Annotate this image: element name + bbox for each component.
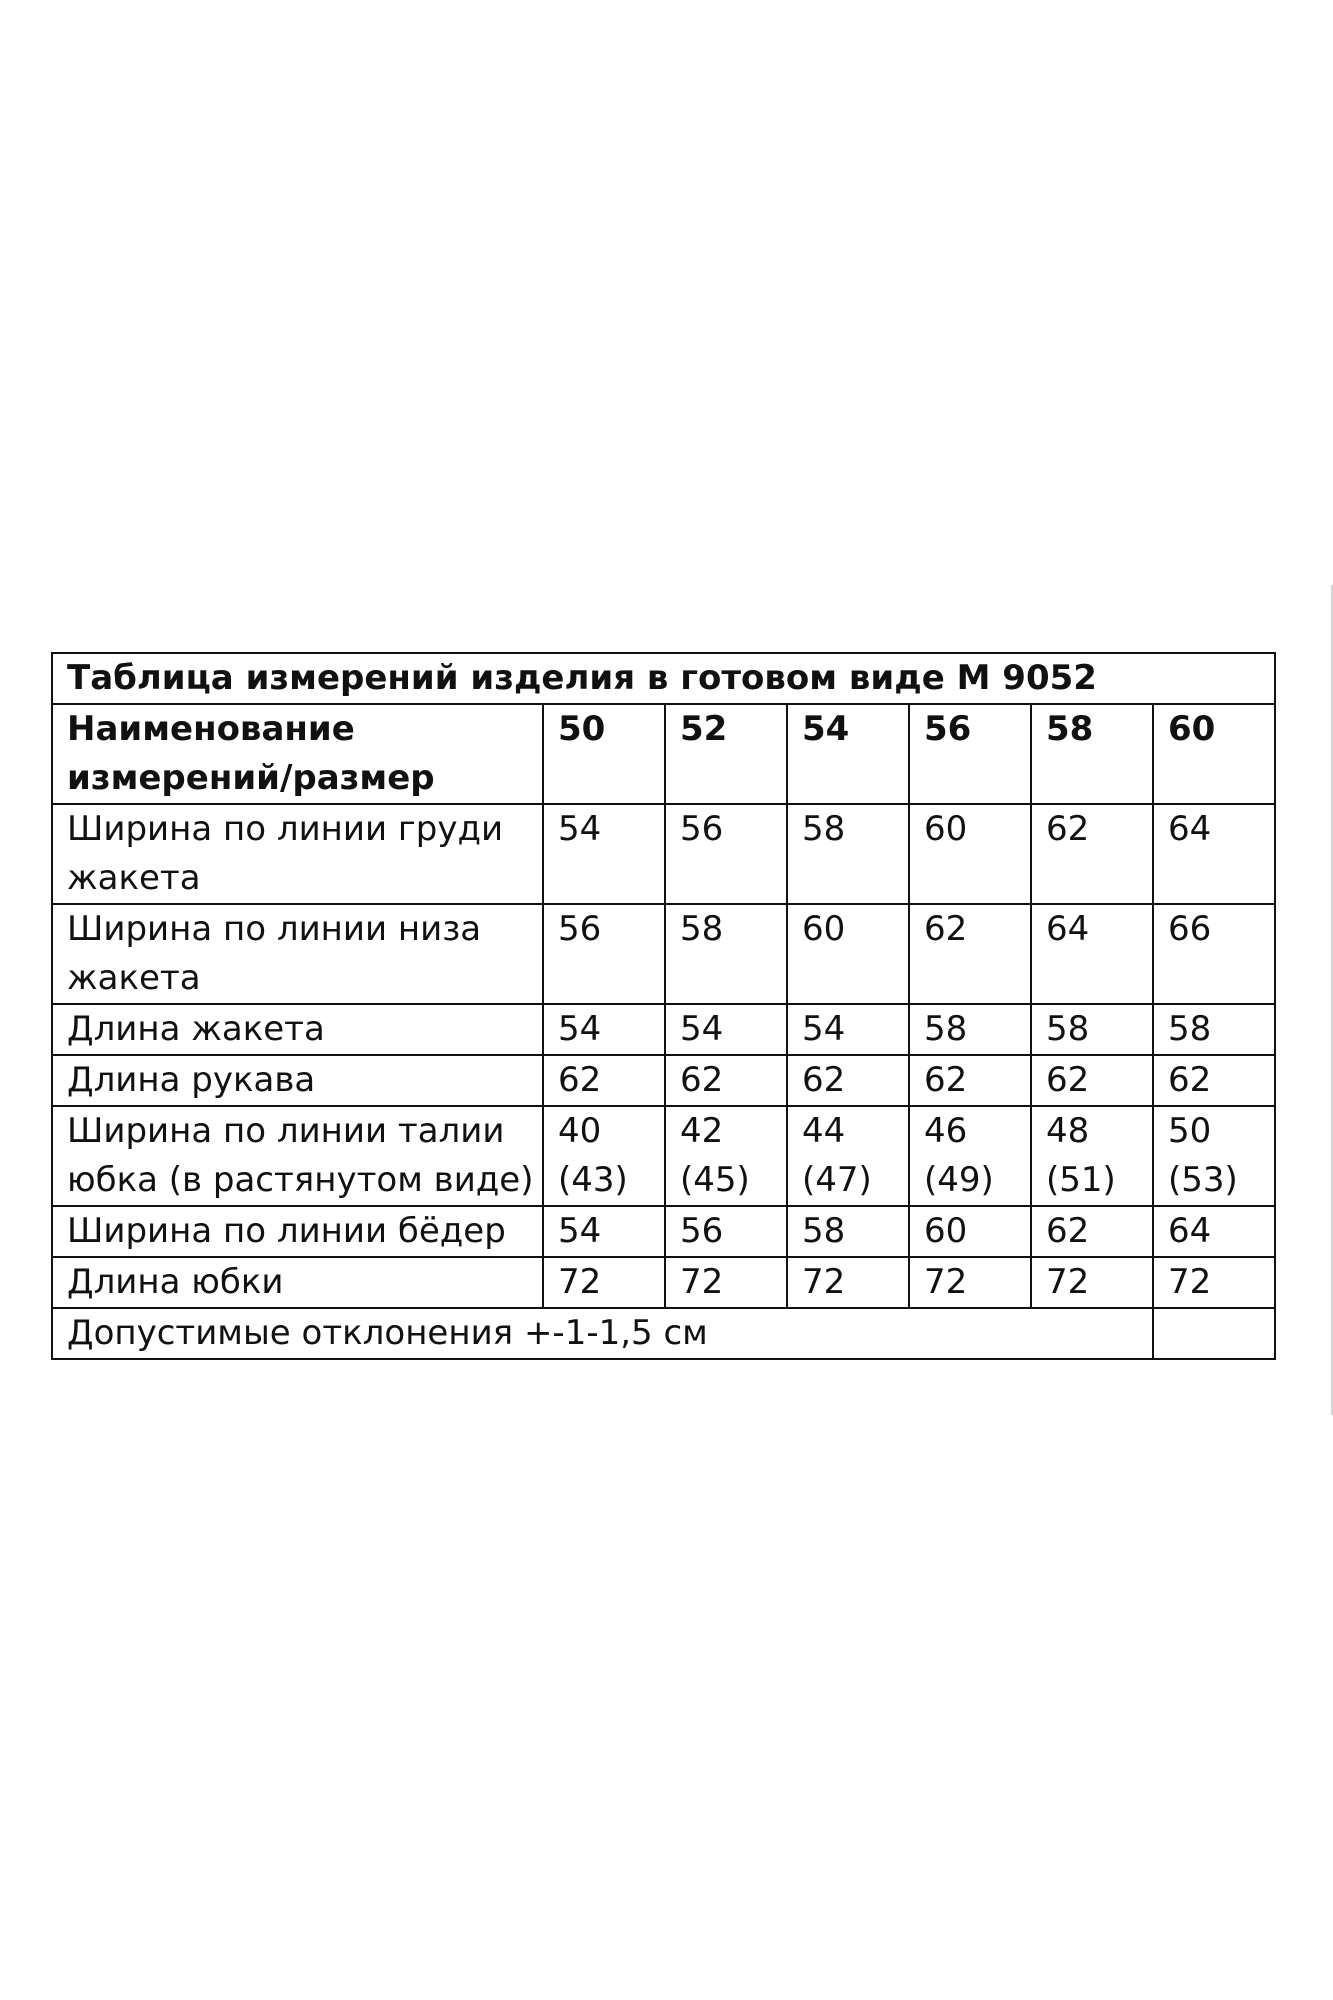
measurement-value: 60 [924, 809, 968, 849]
measurement-value-cell [787, 1055, 909, 1106]
measurement-name-line: Ширина по линии талии [67, 1111, 505, 1151]
measurement-rows [52, 804, 1275, 1308]
measurement-value: 72 [680, 1262, 724, 1302]
measurement-value-cell [543, 1055, 665, 1106]
measurement-value-cell [909, 1257, 1031, 1308]
measurement-value: 62 [1046, 1060, 1090, 1100]
measurement-name-line: Ширина по линии груди [67, 809, 504, 849]
measurement-value: 72 [924, 1262, 968, 1302]
measurement-value-cell [1153, 1106, 1275, 1206]
measurement-value-cell [1031, 1055, 1153, 1106]
measurement-value: 62 [802, 1060, 846, 1100]
table-header-row [52, 704, 1275, 804]
measurement-value-cell [665, 1055, 787, 1106]
measurement-value-cell [1153, 1004, 1275, 1055]
measurement-name-line: юбка (в растянутом виде) [67, 1160, 534, 1200]
measurement-name-line: жакета [67, 858, 201, 898]
measurement-value: 62 [1046, 809, 1090, 849]
measurement-value-cell [1031, 1257, 1153, 1308]
measurement-name-line: Длина рукава [67, 1060, 316, 1100]
size-header-cell: 58 [1031, 704, 1153, 804]
measurement-value: (47) [802, 1160, 872, 1200]
measurement-name-cell [52, 1257, 543, 1308]
measurement-value-cell [909, 1004, 1031, 1055]
table-row [52, 1004, 1275, 1055]
measurement-value: 72 [802, 1262, 846, 1302]
measurement-value-cell [1031, 804, 1153, 904]
measurement-name-cell [52, 1055, 543, 1106]
measurement-value-cell [787, 1257, 909, 1308]
measurement-value-cell [543, 1257, 665, 1308]
tolerance-note: Допустимые отклонения +-1-1,5 см [52, 1308, 1153, 1359]
measurement-value: 60 [924, 1211, 968, 1251]
measurement-name-cell [52, 904, 543, 1004]
measurement-name-line: жакета [67, 958, 201, 998]
measurement-name-cell [52, 1106, 543, 1206]
measurement-value-cell [543, 904, 665, 1004]
table-footer-row [52, 1308, 1275, 1359]
measurement-name-line: Длина юбки [67, 1262, 284, 1302]
measurement-value: 62 [924, 1060, 968, 1100]
table-row [52, 1055, 1275, 1106]
measurement-value: 42 [680, 1111, 724, 1151]
measurement-value-cell [543, 1004, 665, 1055]
measurement-value: 46 [924, 1111, 968, 1151]
measurement-value-cell [787, 904, 909, 1004]
measurement-value: 62 [924, 909, 968, 949]
measurement-value: 58 [1046, 1009, 1090, 1049]
measurement-value: 66 [1168, 909, 1212, 949]
measurement-value-cell [909, 1106, 1031, 1206]
measurement-value: 56 [680, 809, 724, 849]
measurement-value-cell [665, 1004, 787, 1055]
measurement-value: 72 [1046, 1262, 1090, 1302]
measurement-value: 54 [558, 809, 602, 849]
measurement-value: (45) [680, 1160, 750, 1200]
size-header-cell: 60 [1153, 704, 1275, 804]
measurement-value: 64 [1168, 809, 1212, 849]
measurement-value: 62 [680, 1060, 724, 1100]
measurement-value-cell [1031, 1004, 1153, 1055]
measurement-name-cell [52, 1206, 543, 1257]
measurement-value: 58 [802, 809, 846, 849]
measurement-name-cell [52, 804, 543, 904]
header-name-line: Наименование [67, 709, 355, 749]
table-title-row [52, 653, 1275, 704]
measurement-name-line: Ширина по линии бёдер [67, 1211, 506, 1251]
measurement-value: 58 [680, 909, 724, 949]
header-name-line: измерений/размер [67, 758, 435, 798]
measurement-value: 56 [680, 1211, 724, 1251]
measurement-value: (53) [1168, 1160, 1238, 1200]
measurement-value: 40 [558, 1111, 602, 1151]
measurement-value-cell [665, 1257, 787, 1308]
measurement-value: (49) [924, 1160, 994, 1200]
header-name-cell [52, 704, 543, 804]
measurement-value-cell [1153, 904, 1275, 1004]
measurement-value: 54 [680, 1009, 724, 1049]
table-row [52, 804, 1275, 904]
measurement-value: 58 [924, 1009, 968, 1049]
measurement-value: 62 [1168, 1060, 1212, 1100]
measurement-value: 48 [1046, 1111, 1090, 1151]
measurement-value: 50 [1168, 1111, 1212, 1151]
measurement-value-cell [787, 1106, 909, 1206]
table-row [52, 1257, 1275, 1308]
measurement-name-line: Ширина по линии низа [67, 909, 482, 949]
measurement-value-cell [909, 904, 1031, 1004]
measurement-value-cell [543, 804, 665, 904]
measurement-value-cell [909, 1055, 1031, 1106]
measurement-value: 62 [558, 1060, 602, 1100]
measurement-value: 54 [558, 1211, 602, 1251]
measurement-value-cell [787, 1206, 909, 1257]
measurement-value-cell [665, 1206, 787, 1257]
measurement-value-cell [787, 804, 909, 904]
table-row [52, 1206, 1275, 1257]
measurement-value: 72 [1168, 1262, 1212, 1302]
measurement-value: 54 [802, 1009, 846, 1049]
measurement-value-cell [787, 1004, 909, 1055]
measurement-value-cell [543, 1206, 665, 1257]
table-title: Таблица измерений изделия в готовом виде М 9052 [52, 653, 1275, 704]
measurement-value-cell [665, 1106, 787, 1206]
measurement-value: 64 [1046, 909, 1090, 949]
measurement-value: 54 [558, 1009, 602, 1049]
measurement-value-cell [1153, 1055, 1275, 1106]
measurement-table [51, 652, 1276, 1360]
measurement-value: 72 [558, 1262, 602, 1302]
measurement-value: 64 [1168, 1211, 1212, 1251]
measurement-value: 58 [1168, 1009, 1212, 1049]
size-header-cell: 52 [665, 704, 787, 804]
measurement-value-cell [909, 1206, 1031, 1257]
measurement-value: 62 [1046, 1211, 1090, 1251]
measurement-value: 44 [802, 1111, 846, 1151]
measurement-value: 58 [802, 1211, 846, 1251]
measurement-name-cell [52, 1004, 543, 1055]
measurement-value-cell [1031, 1106, 1153, 1206]
measurement-value-cell [1031, 904, 1153, 1004]
measurement-value-cell [543, 1106, 665, 1206]
size-header-cell: 50 [543, 704, 665, 804]
size-header-cell: 54 [787, 704, 909, 804]
measurement-value-cell [665, 804, 787, 904]
measurement-value: 56 [558, 909, 602, 949]
table-row [52, 904, 1275, 1004]
measurement-value-cell [1031, 1206, 1153, 1257]
measurement-name-line: Длина жакета [67, 1009, 325, 1049]
size-header-cell: 56 [909, 704, 1031, 804]
measurement-value-cell [665, 904, 787, 1004]
measurement-value-cell [1153, 1206, 1275, 1257]
empty-cell [1153, 1308, 1275, 1359]
table-row [52, 1106, 1275, 1206]
measurement-value: (43) [558, 1160, 628, 1200]
measurement-value: 60 [802, 909, 846, 949]
measurement-value-cell [1153, 1257, 1275, 1308]
measurement-value: (51) [1046, 1160, 1116, 1200]
measurement-value-cell [909, 804, 1031, 904]
measurement-value-cell [1153, 804, 1275, 904]
